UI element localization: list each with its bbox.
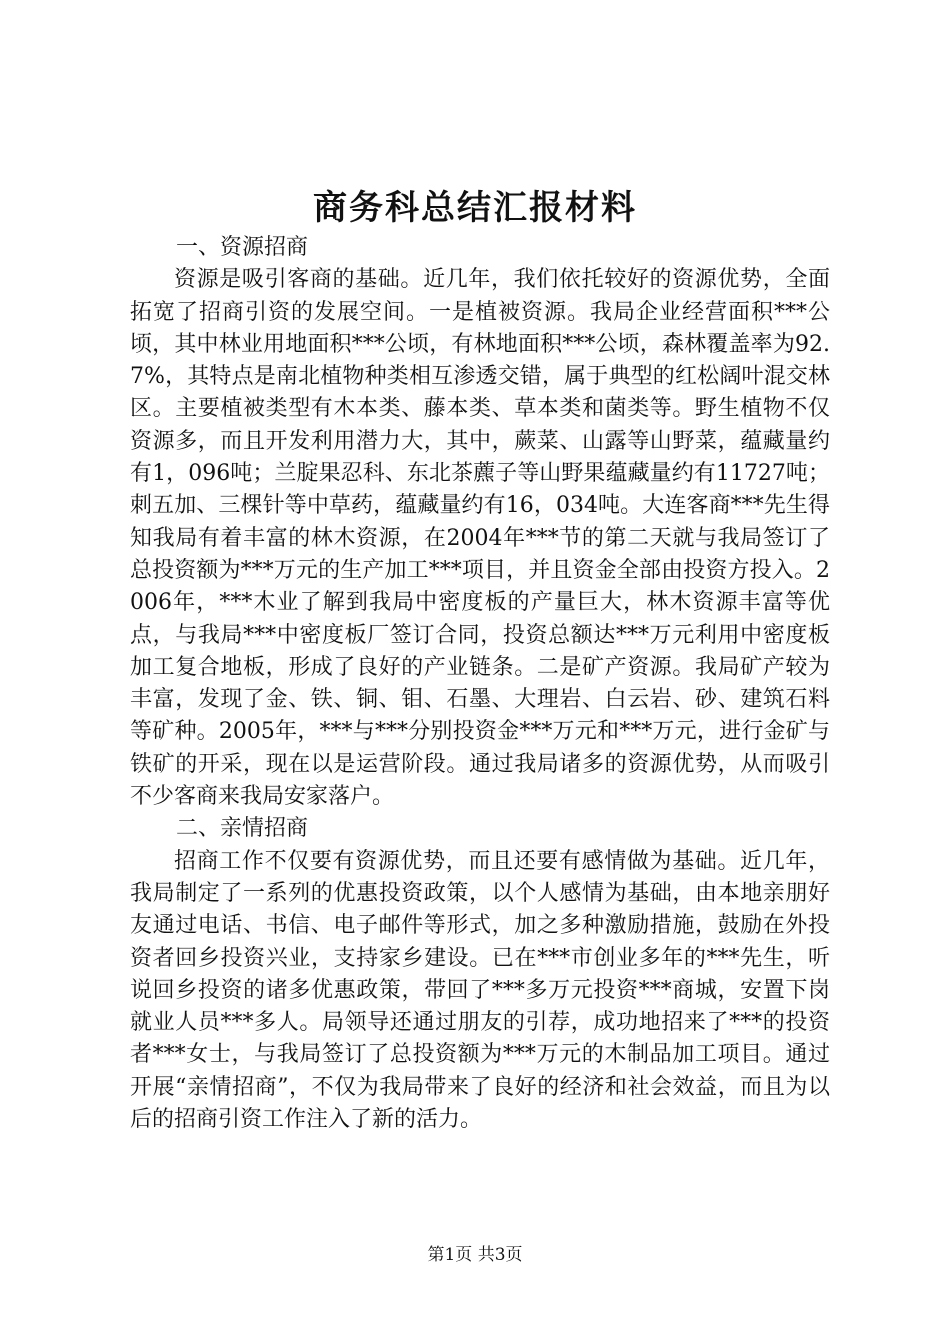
section-paragraph-kinship: 招商工作不仅要有资源优势，而且还要有感情做为基础。近几年，我局制定了一系列的优惠投资政策，以个人感情为基础，由本地亲朋好友通过电话、书信、电子邮件等形式，加之多种激励措施，鼓励在外投资者回乡投资兴业，支持家乡建设。已在***市创业多年的***先生，听说回乡投资的诸多优惠政策，带回了***多万元投资***商城，安置下岗就业人员***多人。局领导还通过朋友的引荐，成功地招来了***的投资者***女士，与我局签订了总投资额为***万元的木制品加工项目。通过开展“亲情招商”，不仅为我局带来了良好的经济和社会效益，而且为以后的招商引资工作注入了新的活力。 (130, 848, 830, 1133)
document-body (130, 232, 830, 1136)
section-paragraph-resources: 资源是吸引客商的基础。近几年，我们依托较好的资源优势，全面拓宽了招商引资的发展空间。一是植被资源。我局企业经营面积***公顷，其中林业用地面积***公顷，有林地面积***公顷，森林覆盖率为92.7%，其特点是南北植物种类相互渗透交错，属于典型的红松阔叶混交林区。主要植被类型有木本类、藤本类、草本类和菌类等。野生植物不仅资源多，而且开发利用潜力大，其中，蕨菜、山露等山野菜，蕴藏量约有1，096吨；兰腚果忍科、东北茶藨子等山野果蕴藏量约有11727吨；刺五加、三棵针等中草药，蕴藏量约有16，034吨。大连客商***先生得知我局有着丰富的林木资源，在2004年***节的第二天就与我局签订了总投资额为***万元的生产加工***项目，并且资金全部由投资方投入。2006年，***木业了解到我局中密度板的产量巨大，林木资源丰富等优点，与我局***中密度板厂签订合同，投资总额达***万元利用中密度板加工复合地板，形成了良好的产业链条。二是矿产资源。我局矿产较为丰富，发现了金、铁、铜、钼、石墨、大理岩、白云岩、砂、建筑石料等矿种。2005年，***与***分别投资金***万元和***万元，进行金矿与铁矿的开采，现在以是运营阶段。通过我局诸多的资源优势，从而吸引不少客商来我局安家落户。 (130, 267, 830, 810)
section-heading-resources: 一、资源招商 (176, 235, 309, 260)
page-number-footer: 第1页 共3页 (427, 1245, 523, 1265)
section-heading-kinship: 二、亲情招商 (176, 816, 309, 842)
document-title: 商务科总结汇报材料 (313, 188, 637, 228)
